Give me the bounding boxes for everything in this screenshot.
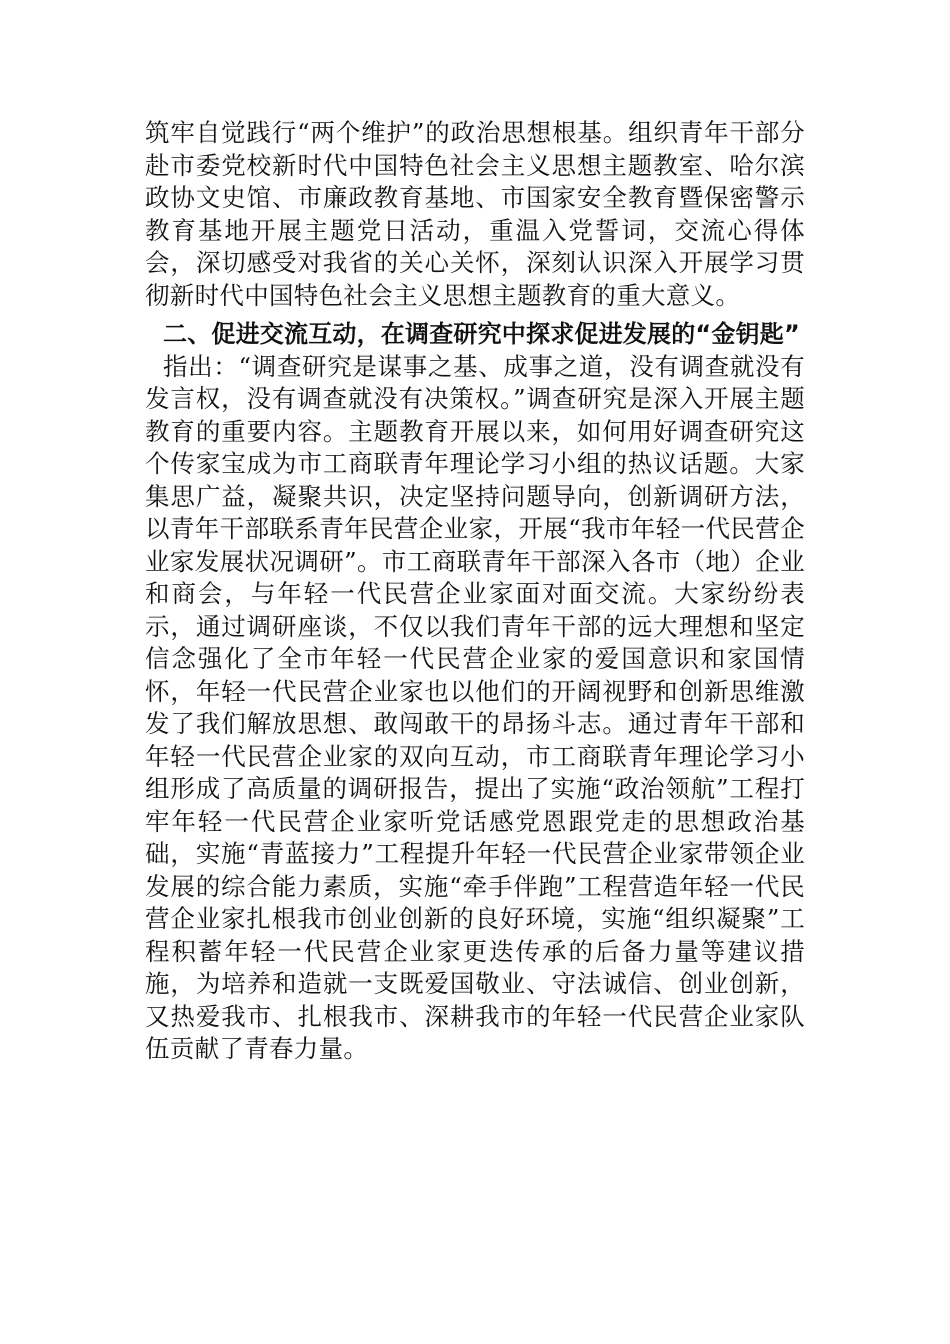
document-page <box>145 117 805 1066</box>
section-heading-2: 二、促进交流互动，在调查研究中探求促进发展的“金钥匙” <box>163 320 800 348</box>
body-paragraph-1: 筑牢自觉践行“两个维护”的政治思想根基。组织青年干部分赴市委党校新时代中国特色社会主义思想主题教室、哈尔滨政协文史馆、市廉政教育基地、市国家安全教育暨保密警示教育基地开展主题党日活动，重温入党誓词，交流心得体会，深切感受对我省的关心关怀，深刻认识深入开展学习贯彻新时代中国特色社会主义思想主题教育的重大意义。 <box>145 118 805 310</box>
body-paragraph-2: 指出：“调查研究是谋事之基、成事之道，没有调查就没有发言权，没有调查就没有决策权。”调查研究是深入开展主题教育的重要内容。主题教育开展以来，如何用好调查研究这个传家宝成为市工商联青年理论学习小组的热议话题。大家集思广益，凝聚共识，决定坚持问题导向，创新调研方法，以青年干部联系青年民营企业家，开展“我市年轻一代民营企业家发展状况调研”。市工商联青年干部深入各市（地）企业和商会，与年轻一代民营企业家面对面交流。大家纷纷表示，通过调研座谈，不仅以我们青年干部的远大理想和坚定信念强化了全市年轻一代民营企业家的爱国意识和家国情怀，年轻一代民营企业家也以他们的开阔视野和创新思维激发了我们解放思想、敢闯敢干的昂扬斗志。通过青年干部和年轻一代民营企业家的双向互动，市工商联青年理论学习小组形成了高质量的调研报告，提出了实施“政治领航”工程打牢年轻一代民营企业家听党话感党恩跟党走的思想政治基础，实施“青蓝接力”工程提升年轻一代民营企业家带领企业发展的综合能力素质，实施“牵手伴跑”工程营造年轻一代民营企业家扎根我市创业创新的良好环境，实施“组织凝聚”工程积蓄年轻一代民营企业家更迭传承的后备力量等建议措施，为培养和造就一支既爱国敬业、守法诚信、创业创新，又热爱我市、扎根我市、深耕我市的年轻一代民营企业家队伍贡献了青春力量。 <box>145 351 805 1063</box>
